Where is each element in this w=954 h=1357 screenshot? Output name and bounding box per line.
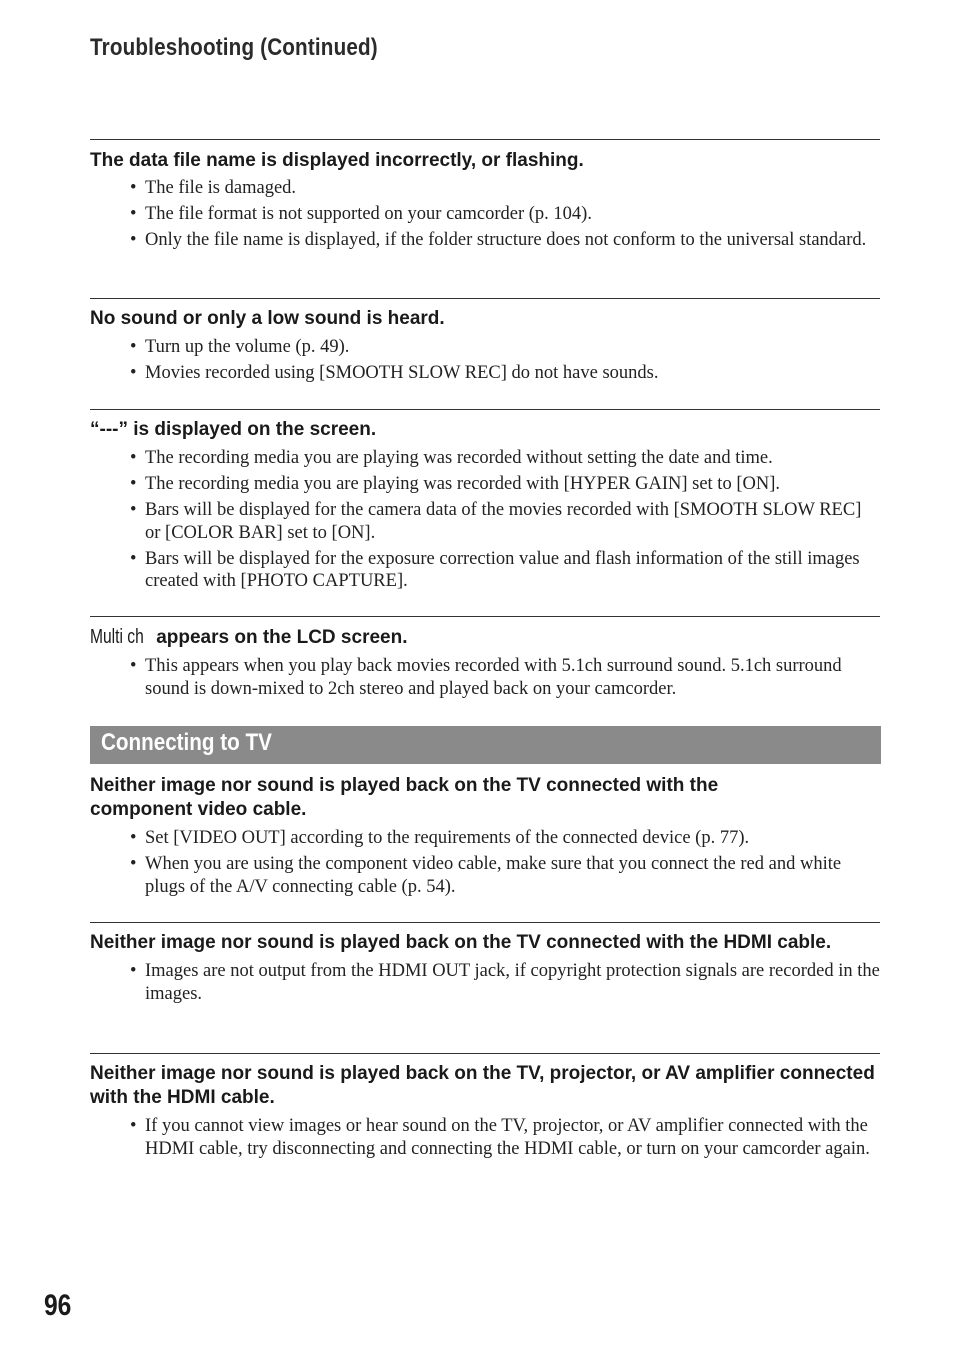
bullet-icon: • xyxy=(130,548,137,569)
bullet-list xyxy=(90,177,880,252)
multi-channel-icon: Multi ch xyxy=(90,626,144,648)
bullet-icon: • xyxy=(130,828,137,848)
bullet-item: • Bars will be displayed for the camera data of the movies recorded with [SMOOTH SLOW REC] or [COLOR BAR] set to [ON]. xyxy=(130,500,862,543)
bullet-icon: • xyxy=(130,500,137,520)
section-divider xyxy=(90,139,880,140)
section-heading xyxy=(90,625,880,650)
bullet-item: • Set [VIDEO OUT] according to the requirements of the connected device (p. 77). xyxy=(130,828,750,848)
bullet-icon: • xyxy=(130,363,137,383)
bullet-item: • The recording media you are playing was recorded without setting the date and time. xyxy=(130,448,773,468)
banner-title: Connecting to TV xyxy=(101,729,272,756)
running-head: Troubleshooting (Continued) xyxy=(90,34,378,61)
bullet-item: • The recording media you are playing was recorded with [HYPER GAIN] set to [ON]. xyxy=(130,474,780,494)
section-divider xyxy=(90,616,880,617)
bullet-list xyxy=(90,655,880,700)
bullet-item: • Movies recorded using [SMOOTH SLOW REC] do not have sounds. xyxy=(130,363,659,383)
bullet-icon: • xyxy=(130,656,137,676)
section-hdmi-cable xyxy=(90,922,880,1005)
section-heading: No sound or only a low sound is heard. xyxy=(90,308,445,329)
section-dashes-displayed xyxy=(90,409,880,593)
section-hdmi-amplifier xyxy=(90,1053,880,1160)
bullet-item: • Images are not output from the HDMI OUT jack, if copyright protection signals are recorded in the images. xyxy=(130,961,880,1004)
section-heading: Neither image nor sound is played back on the TV, projector, or AV amplifier connected with the HDMI cable. xyxy=(90,1063,875,1108)
bullet-icon: • xyxy=(130,230,137,250)
section-divider xyxy=(90,922,880,923)
section-divider xyxy=(90,298,880,299)
section-multich-lcd xyxy=(90,616,880,700)
section-divider xyxy=(90,409,880,410)
bullet-list xyxy=(90,1115,880,1160)
section-component-cable xyxy=(90,774,880,898)
section-heading: The data file name is displayed incorrectly, or flashing. xyxy=(90,150,584,171)
section-no-sound xyxy=(90,298,880,385)
bullet-icon: • xyxy=(130,448,137,468)
section-heading: Neither image nor sound is played back on the TV connected with the HDMI cable. xyxy=(90,932,832,953)
bullet-item: • Turn up the volume (p. 49). xyxy=(130,337,350,357)
bullet-item: • When you are using the component video cable, make sure that you connect the red and white plugs of the A/V connecting cable (p. 54). xyxy=(130,854,842,897)
section-divider xyxy=(90,1053,880,1054)
bullet-icon: • xyxy=(130,204,137,224)
section-heading: Neither image nor sound is played back on the TV connected with the component video cable. xyxy=(90,775,719,820)
bullet-item: • This appears when you play back movies recorded with 5.1ch surround sound. 5.1ch surround sound is down-mixed to 2ch stereo and played back on your camcorder. xyxy=(130,656,842,699)
bullet-list xyxy=(90,447,880,593)
bullet-list xyxy=(90,827,880,898)
bullet-icon: • xyxy=(130,474,137,494)
bullet-list xyxy=(90,960,880,1005)
bullet-icon: • xyxy=(130,178,137,198)
bullet-item: • Only the file name is displayed, if the folder structure does not conform to the universal standard. xyxy=(130,230,867,250)
section-heading-text: appears on the LCD screen. xyxy=(156,627,408,648)
bullet-item: • The file is damaged. xyxy=(130,178,297,198)
bullet-icon: • xyxy=(130,961,137,981)
bullet-icon: • xyxy=(130,1116,137,1136)
bullet-icon: • xyxy=(130,337,137,357)
section-file-name-incorrect xyxy=(90,139,880,252)
bullet-list xyxy=(90,336,880,385)
bullet-item: • Bars will be displayed for the exposure correction value and flash information of the still images created with [PHOTO CAPTURE]. xyxy=(130,548,860,591)
section-heading: “---” is displayed on the screen. xyxy=(90,419,377,440)
bullet-item: • The file format is not supported on your camcorder (p. 104). xyxy=(130,204,592,224)
bullet-icon: • xyxy=(130,854,137,874)
section-banner xyxy=(90,726,881,764)
page-number: 96 xyxy=(44,1289,72,1322)
bullet-item: • If you cannot view images or hear sound on the TV, projector, or AV amplifier connected with the HDMI cable, try disconnecting and connecting the HDMI cable, or turn on your camcorder again. xyxy=(130,1116,870,1159)
